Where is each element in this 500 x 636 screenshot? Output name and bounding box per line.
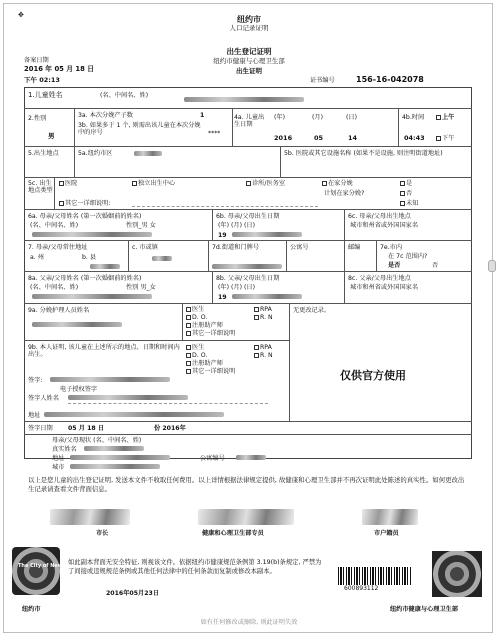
md-option[interactable]: 医生 bbox=[186, 306, 204, 313]
do-option-2[interactable]: D. O. bbox=[186, 352, 207, 359]
footer-left: 纽约市 bbox=[22, 606, 41, 613]
child-name-label: 1.儿童姓名 bbox=[28, 91, 63, 99]
signed-date: 05 月 18 日 bbox=[68, 425, 105, 432]
father-name-label: 8a. 父亲/父母姓名 (第一次婚姻前的姓名) bbox=[28, 275, 142, 282]
limits-question: 在 7c 范围内? bbox=[388, 253, 428, 260]
city-seal bbox=[12, 547, 60, 595]
rpa-option-2[interactable]: RPA bbox=[254, 344, 272, 351]
borough-label: 5a.纽约市区 bbox=[78, 150, 113, 157]
signed-year: 份 2016年 bbox=[154, 425, 186, 432]
mother-city-redacted bbox=[70, 464, 160, 469]
other-midwife-option-2[interactable]: 其它一详细说明 bbox=[186, 368, 235, 375]
real-name-label: 真实姓名 bbox=[52, 446, 77, 453]
certificate-title: 出生证明 bbox=[236, 67, 262, 75]
cnm-option-2[interactable]: 注册助产师 bbox=[186, 360, 223, 367]
am-checkbox-icon bbox=[436, 115, 441, 120]
dob-year: 2016 bbox=[274, 134, 293, 142]
certificate-number: 156-16-042078 bbox=[356, 75, 424, 84]
md-option-2[interactable]: 医生 bbox=[186, 344, 204, 351]
county-label: b. 县 bbox=[82, 254, 97, 261]
rn-option[interactable]: R. N bbox=[254, 314, 273, 321]
commissioner-signature bbox=[198, 509, 294, 525]
hospital-option[interactable]: 医院 bbox=[59, 180, 77, 187]
attendant-redacted bbox=[32, 322, 122, 327]
state-label: a. 州 bbox=[30, 254, 44, 261]
child-name-redacted bbox=[184, 97, 304, 102]
birth-order-label: 3b. 如果多于 1 个, 则需出该儿童在本次分娩中的序号 bbox=[78, 122, 201, 137]
mother-addr-label: 地址 bbox=[52, 455, 65, 462]
birth-time: 04:43 bbox=[404, 134, 425, 142]
mother-address-label: 7. 母亲/父母常住地址 bbox=[28, 244, 88, 251]
mother-apt-redacted bbox=[236, 455, 266, 460]
pm-option[interactable]: 下午 bbox=[436, 135, 454, 142]
street-label: 7d.街道和门牌号 bbox=[212, 244, 259, 251]
mother-dob-label: 6b. 母亲/父母出生日期 bbox=[216, 213, 280, 220]
no-option[interactable]: 否 bbox=[400, 190, 412, 197]
mother-dob-redacted bbox=[232, 232, 302, 237]
yes-option[interactable]: 是 bbox=[400, 180, 412, 187]
scroll-handle[interactable] bbox=[488, 260, 496, 272]
limits-label: 7e.市内 bbox=[380, 244, 403, 251]
father-dob-year: 19 bbox=[218, 294, 227, 301]
am-option[interactable]: 上午 bbox=[436, 114, 454, 121]
father-dob-label: 8b. 父亲/父母出生日期 bbox=[216, 275, 280, 282]
planned-home-birth-label: 计划在家分娩? bbox=[324, 190, 365, 197]
year-hint: (年) bbox=[274, 114, 286, 121]
filing-date: 2016 年 05 月 18 日 bbox=[24, 65, 95, 73]
signed-date-label: 签字日期 bbox=[28, 425, 53, 432]
pm-checkbox-icon bbox=[436, 136, 441, 141]
mother-dob-year: 19 bbox=[218, 232, 227, 239]
birth-order-value: **** bbox=[208, 130, 221, 137]
signer-name-redacted bbox=[68, 395, 188, 400]
month-hint: (月) bbox=[312, 114, 324, 121]
notice-text: 以上是您儿童的出生登记证明, 发送本文件不收取任何费用。以上详情根据法律规定提供, 故健康和心理卫生部并不再次证明此处陈述的真实性。如何更改出生记录请查看文件背面信息。 bbox=[28, 476, 465, 493]
signature-redacted bbox=[50, 377, 170, 382]
city-label: c. 市或镇 bbox=[132, 244, 158, 251]
form-title: 出生登记证明 bbox=[226, 47, 272, 56]
limits-yes[interactable]: 是否 bbox=[388, 262, 401, 269]
subtitle: 人口记录证明 bbox=[229, 24, 269, 32]
registrar-signature bbox=[362, 509, 418, 525]
mother-place-hint: 城市和州省或外国国家名 bbox=[350, 222, 419, 229]
filing-time: 下午 02:13 bbox=[24, 76, 60, 84]
attendant-label: 9a. 分娩护理人员姓名 bbox=[28, 307, 90, 314]
official-use-only: 仅供官方使用 bbox=[340, 369, 406, 382]
other-midwife-option[interactable]: 其它一详细说明 bbox=[186, 330, 235, 337]
registrar-label: 市户籍员 bbox=[374, 530, 399, 537]
validity-warning: 如有任何修改或擦除, 则此证明失效 bbox=[200, 619, 298, 626]
rpa-option[interactable]: RPA bbox=[254, 306, 272, 313]
clinic-option[interactable]: 诊所/医务室 bbox=[246, 180, 285, 187]
mother-addr-redacted bbox=[70, 455, 170, 460]
multiple-birth-value: 1 bbox=[200, 112, 205, 119]
day-hint: (日) bbox=[346, 114, 358, 121]
address-label: 地址 bbox=[28, 412, 41, 419]
barcode-icon bbox=[338, 567, 412, 585]
gender-value: 男 bbox=[48, 132, 55, 140]
cert-no-label: 证书编号 bbox=[310, 77, 335, 84]
child-name-hint: (名、中间名、姓) bbox=[100, 92, 149, 99]
mother-sex: 性别_男 女 bbox=[126, 222, 156, 229]
barcode-number: 600893112 bbox=[344, 585, 379, 592]
mother-name-hint: (名、中间名、姓) bbox=[30, 222, 79, 229]
footer-date: 2016年05月23日 bbox=[106, 590, 160, 597]
father-place-label: 8c. 父亲/父母出生地点 bbox=[348, 275, 411, 282]
mother-name-redacted bbox=[32, 232, 152, 237]
mayor-label: 市长 bbox=[96, 530, 109, 537]
dob-label: 4a. 儿童出生日期 bbox=[234, 114, 265, 129]
limits-no[interactable]: 否 bbox=[432, 262, 439, 269]
city-redacted bbox=[152, 256, 172, 261]
borough-redacted bbox=[134, 151, 162, 156]
apt-label: 公寓号 bbox=[290, 244, 309, 251]
rn-option-2[interactable]: R. N bbox=[254, 352, 273, 359]
cnm-option[interactable]: 注册助产师 bbox=[186, 322, 223, 329]
dob-month: 05 bbox=[314, 134, 324, 142]
mother-place-label: 6c. 母亲/父母出生地点 bbox=[348, 213, 411, 220]
father-name-redacted bbox=[32, 294, 152, 299]
commissioner-label: 健康和心理卫生部专员 bbox=[202, 530, 264, 537]
other-option[interactable]: 其它一详细说明: bbox=[59, 200, 110, 207]
real-name-redacted bbox=[84, 446, 144, 451]
father-name-hint: (名、中间名、姓) bbox=[30, 284, 79, 291]
mother-name-label: 6a. 母亲/父母姓名 (第一次婚姻前的姓名) bbox=[28, 213, 142, 220]
address-redacted bbox=[44, 412, 224, 417]
gender-label: 2.性别 bbox=[28, 115, 47, 122]
mother-city-label: 城市 bbox=[52, 464, 65, 471]
footer-right: 纽约市健康与心理卫生部 bbox=[390, 606, 459, 613]
mayor-signature bbox=[50, 509, 130, 525]
city-seal-text: The City of New York bbox=[18, 563, 77, 569]
mother-status-label: 母亲/父母现状 (名、中间名、姓) bbox=[52, 437, 142, 444]
electronic-signature-note: 电子授权签字 bbox=[60, 386, 98, 393]
father-dob-redacted bbox=[232, 294, 302, 299]
facility-label: 5b. 医院或其它设施名称 (如果不是设施, 则注明街道地址) bbox=[284, 150, 443, 157]
department: 纽约市健康与心理卫生部 bbox=[213, 57, 285, 65]
mother-apt-label: 公寓编号 bbox=[200, 455, 225, 462]
city-title: 纽约市 bbox=[237, 15, 261, 24]
signature-label: 签字: bbox=[28, 377, 43, 384]
no-change-record: 无更改记录。 bbox=[293, 307, 331, 314]
mother-dob-hint: (年) (月) (日) bbox=[218, 222, 255, 229]
county-redacted bbox=[90, 264, 120, 269]
birth-center-option[interactable]: 独立出生中心 bbox=[132, 180, 175, 187]
birth-place-label: 5.出生地点 bbox=[28, 150, 59, 157]
certify-statement: 9b. 本人证明, 该儿童在上述所示的地点、日期和时间内出生。 bbox=[28, 344, 180, 359]
department-seal bbox=[432, 551, 482, 597]
footer-text: 如此副本背面无安全特征, 则视该文件。依据纽约市健康规范条例第 3.19(b)条规定, 严禁为了间接或违规规范条例或其他任何法律中的任何条款而复制或修改本副本。 bbox=[68, 559, 322, 575]
street-redacted bbox=[212, 264, 282, 269]
father-sex: 性别 男_女 bbox=[126, 284, 156, 291]
birth-type-label: 5c. 出生地点类型 bbox=[28, 180, 53, 195]
signer-name-label: 签字人姓名 bbox=[28, 395, 59, 402]
unknown-option[interactable]: 未知 bbox=[400, 200, 418, 207]
do-option[interactable]: D. O. bbox=[186, 314, 207, 321]
filing-label: 备案日期 bbox=[24, 57, 49, 64]
home-birth-option[interactable]: 在家分娩 bbox=[322, 180, 353, 187]
father-place-hint: 城市和州省或外国国家名 bbox=[350, 284, 419, 291]
zip-label: 邮编 bbox=[348, 244, 361, 251]
certificate-page bbox=[3, 3, 493, 633]
multiple-birth-label: 3a. 本次分娩产子数 bbox=[78, 112, 133, 119]
dob-day: 14 bbox=[348, 134, 358, 142]
father-dob-hint: (年) (月) (日) bbox=[218, 284, 255, 291]
move-handle-icon[interactable]: ✥ bbox=[18, 11, 24, 19]
time-label: 4b.时间 bbox=[402, 114, 425, 121]
